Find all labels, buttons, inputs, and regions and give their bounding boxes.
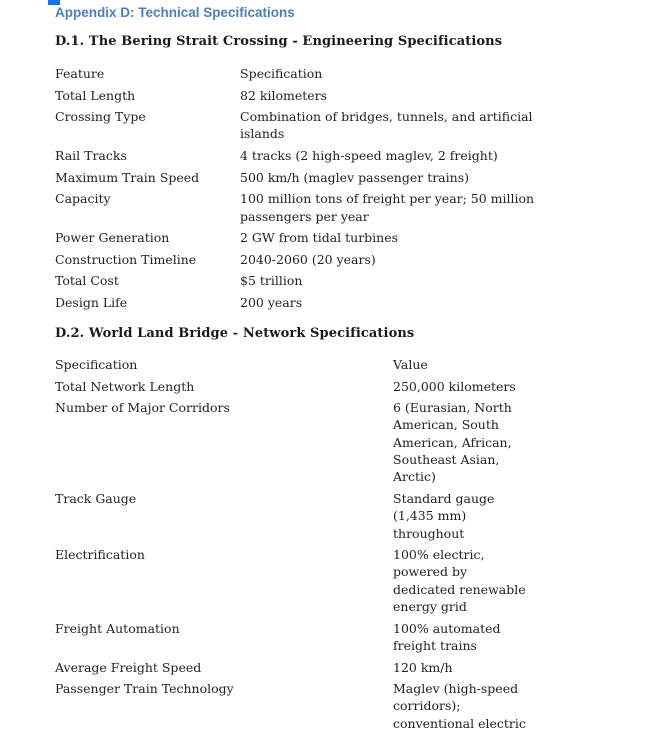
row-value: 82 kilometers — [240, 87, 328, 103]
row-value: 2040-2060 (20 years) — [240, 251, 376, 267]
row-value: 500 km/h (maglev passenger trains) — [240, 169, 469, 185]
row-value: Combination of bridges, tunnels, and artificial islands — [240, 109, 533, 142]
section-heading-bering: D.1. The Bering Strait Crossing - Engineering Specifications — [55, 34, 503, 49]
table-header-row — [55, 356, 533, 378]
row-value: 100% automated freight trains — [393, 620, 501, 653]
table-row — [55, 620, 533, 659]
row-label: Capacity — [55, 191, 111, 207]
table-row — [55, 378, 533, 400]
table-row — [55, 147, 540, 169]
column-header: Value — [393, 357, 428, 372]
table-row — [55, 399, 533, 490]
table-row — [55, 294, 540, 316]
row-value: 120 km/h — [393, 659, 453, 675]
table-row — [55, 272, 540, 294]
table-row — [55, 490, 533, 546]
row-label: Passenger Train Technology — [55, 681, 234, 697]
row-label: Total Cost — [55, 273, 119, 289]
row-label: Total Network Length — [55, 378, 195, 394]
row-value: Maglev (high-speed corridors); conventional electric — [393, 681, 526, 731]
row-value: 2 GW from tidal turbines — [240, 230, 399, 246]
row-value: $5 trillion — [240, 273, 303, 289]
row-label: Crossing Type — [55, 109, 146, 125]
row-label: Number of Major Corridors — [55, 400, 230, 416]
row-value: 200 years — [240, 294, 303, 310]
row-value: 4 tracks (2 high-speed maglev, 2 freight) — [240, 148, 498, 164]
row-value: Standard gauge (1,435 mm) throughout — [393, 490, 495, 541]
row-label: Average Freight Speed — [55, 659, 202, 675]
row-label: Total Length — [55, 87, 136, 103]
row-label: Electrification — [55, 547, 145, 563]
column-header: Specification — [240, 66, 323, 81]
table-header-row — [55, 65, 540, 87]
row-value: 100% electric, powered by dedicated renewable energy grid — [393, 547, 526, 615]
table-row — [55, 251, 540, 273]
row-value: 100 million tons of freight per year; 50 million passengers per year — [240, 191, 535, 224]
table-row — [55, 108, 540, 147]
row-label: Design Life — [55, 294, 128, 310]
table-row — [55, 169, 540, 191]
row-label: Power Generation — [55, 230, 170, 246]
row-value: 250,000 kilometers — [393, 378, 516, 394]
row-label: Construction Timeline — [55, 251, 197, 267]
section-heading-world-land-bridge: D.2. World Land Bridge - Network Specifications — [55, 326, 415, 341]
table-row — [55, 229, 540, 251]
row-label: Maximum Train Speed — [55, 169, 200, 185]
table-row — [55, 546, 533, 619]
row-label: Freight Automation — [55, 620, 180, 636]
network-spec-table — [55, 356, 533, 736]
column-header: Specification — [55, 357, 138, 372]
bering-spec-table — [55, 65, 540, 316]
row-label: Track Gauge — [55, 490, 137, 506]
table-row — [55, 190, 540, 229]
table-row — [55, 87, 540, 109]
table-row — [55, 680, 533, 736]
appendix-title: Appendix D: Technical Specifications — [55, 5, 295, 20]
column-header: Feature — [55, 66, 105, 81]
row-label: Rail Tracks — [55, 148, 127, 164]
row-value: 6 (Eurasian, North American, South American, African, Southeast Asian, Arctic) — [393, 400, 512, 485]
table-row — [55, 659, 533, 681]
